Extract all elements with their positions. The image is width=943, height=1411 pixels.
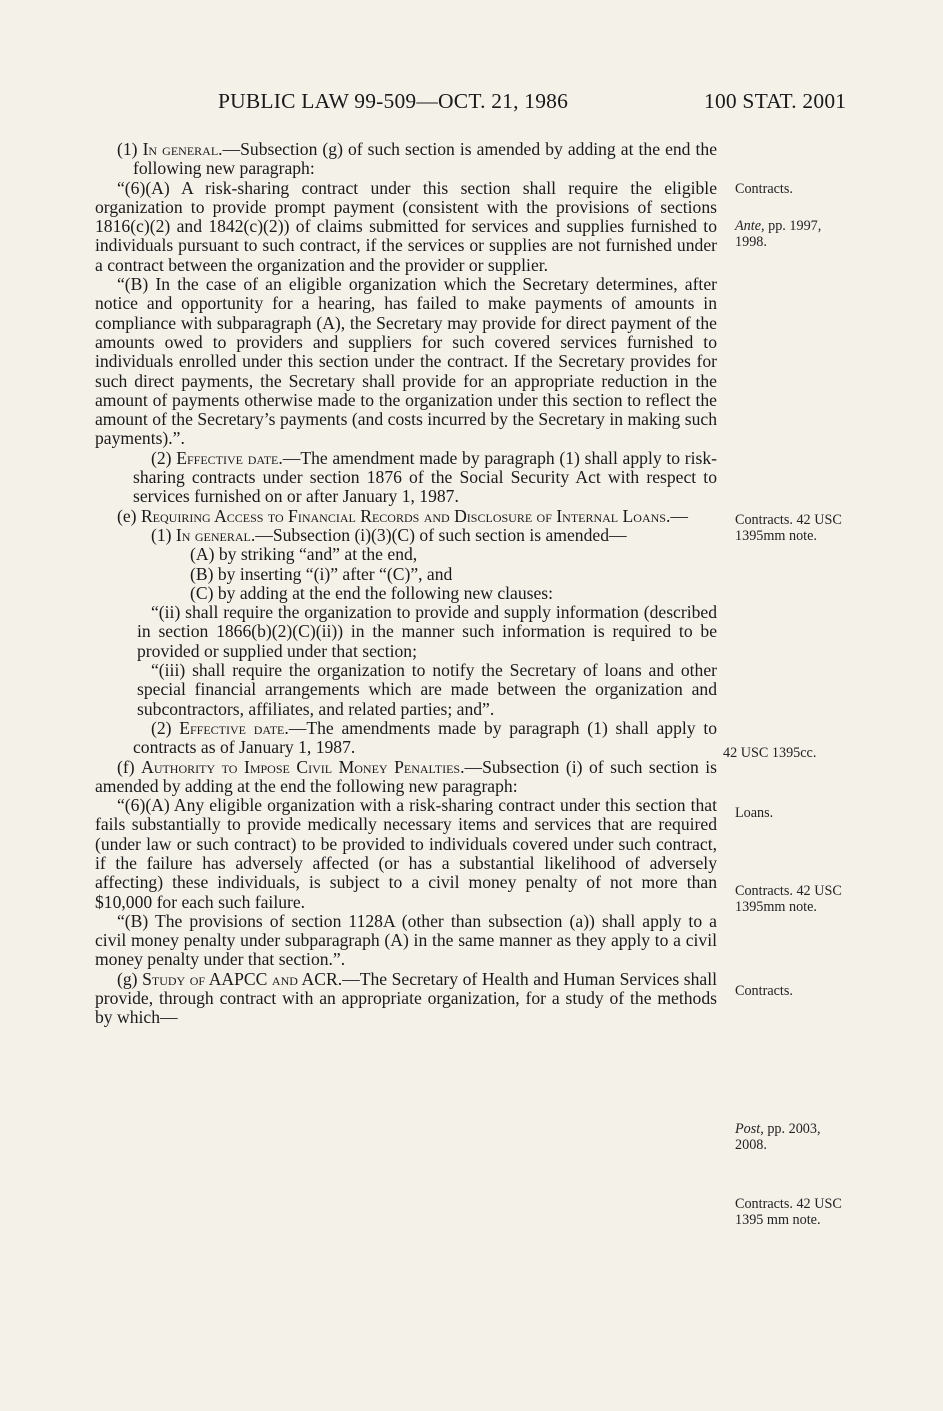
margin-note: Contracts. <box>735 181 793 197</box>
margin-note: Contracts. 42 USC 1395mm note. <box>735 512 842 544</box>
stat-page-number: 100 STAT. 2001 <box>704 89 847 113</box>
clause: “(ii) shall require the organization to provide and supply information (described in section 1866(b)(2)(C)(ii)) in the manner such information is required to be provided or supplied under that section; <box>137 602 717 661</box>
margin-note: Loans. <box>735 805 774 821</box>
clause: (B) by inserting “(i)” after “(C)”, and <box>190 563 453 584</box>
margin-note: Contracts. 42 USC 1395 mm note. <box>735 1196 842 1228</box>
margin-note: Post, pp. 2003, 2008. <box>735 1121 821 1153</box>
margin-note: Ante, pp. 1997, 1998. <box>735 218 822 250</box>
paragraph-heading: Study of AAPCC and ACR <box>142 968 338 989</box>
clause: (C) by adding at the end the following new clauses: <box>190 582 554 603</box>
paragraph-heading: In general <box>175 524 251 545</box>
paragraph: (1) In general.—Subsection (g) of such section is amended by adding at the end the following new paragraph: <box>117 139 718 179</box>
subsection-heading: (g) Study of AAPCC and ACR.—The Secretary of Health and Human Services shall provide, through contract with an appropriate organization, for a study of the methods by which— <box>95 968 717 1028</box>
statute-body <box>95 140 717 1028</box>
page-header <box>0 89 943 119</box>
subsection-heading: (e) Requiring Access to Financial Records and Disclosure of Internal Loans.— <box>117 505 688 526</box>
paragraph: “(B) In the case of an eligible organization which the Secretary determines, after notice and opportunity for a hearing, has failed to make payments of amounts in compliance with subparagraph (A), the Secretary may provide for direct payment of the amounts owed to providers and suppliers for such covered services furnished to individuals enrolled under this section under the contract. If the Secretary provides for such direct payments, the Secretary shall provide for an appropriate reduction in the amount of payments otherwise made to the organization under this section to reflect the amount of the Secretary’s payments (and costs incurred by the Secretary in making such payments).”. <box>95 274 717 449</box>
clause: “(iii) shall require the organization to notify the Secretary of loans and other special financial arrangements which are made between the organization and subcontractors, affiliates, and related parties; and”. <box>137 660 717 719</box>
subsection-heading: (f) Authority to Impose Civil Money Penalties.—Subsection (i) of such section is amended by adding at the end the following new paragraph: <box>95 756 718 796</box>
paragraph-heading: Effective date <box>176 447 279 468</box>
paragraph: (1) In general.—Subsection (i)(3)(C) of such section is amended— <box>151 524 627 545</box>
paragraph-heading: Authority to Impose Civil Money Penalties <box>141 756 461 777</box>
paragraph-heading: Requiring Access to Financial Records and Disclosure of Internal Loans <box>140 505 666 526</box>
margin-note: 42 USC 1395cc. <box>723 745 817 761</box>
paragraph: “(6)(A) Any eligible organization with a risk-sharing contract under this section that fails substantially to provide medically necessary items and services that are required (under law or such contract) to be provided to individuals covered under such contract, if the failure has adversely affected (or has a substantial likelihood of adversely affecting) these individuals, is subject to a civil money penalty of not more than $10,000 for each such failure. <box>95 795 717 912</box>
margin-note: Contracts. <box>735 983 793 999</box>
paragraph: (2) Effective date.—The amendments made by paragraph (1) shall apply to contracts as of January 1, 1987. <box>133 717 717 758</box>
paragraph-heading: Effective date <box>179 717 285 738</box>
margin-note: Contracts. 42 USC 1395mm note. <box>735 883 842 915</box>
paragraph: “(6)(A) A risk-sharing contract under this section shall require the eligible organization to provide prompt payment (consistent with the provisions of sections 1816(c)(2) and 1842(c)(2)) of claims submitted for services and supplies furnished to individuals pursuant to such contract, if the services or supplies are not furnished under a contract between the organization and the provider or supplier. <box>95 177 717 275</box>
paragraph: (2) Effective date.—The amendment made by paragraph (1) shall apply to risk-sharing contracts under section 1876 of the Social Security Act with respect to services furnished on or after January 1, 1987. <box>133 447 717 507</box>
clause: (A) by striking “and” at the end, <box>190 544 418 565</box>
paragraph-heading: In general <box>142 139 219 159</box>
public-law-title: PUBLIC LAW 99-509—OCT. 21, 1986 <box>218 89 569 113</box>
paragraph: “(B) The provisions of section 1128A (other than subsection (a)) shall apply to a civil money penalty under subparagraph (A) in the same manner as they apply to a civil money penalty under that section.”. <box>95 910 717 970</box>
